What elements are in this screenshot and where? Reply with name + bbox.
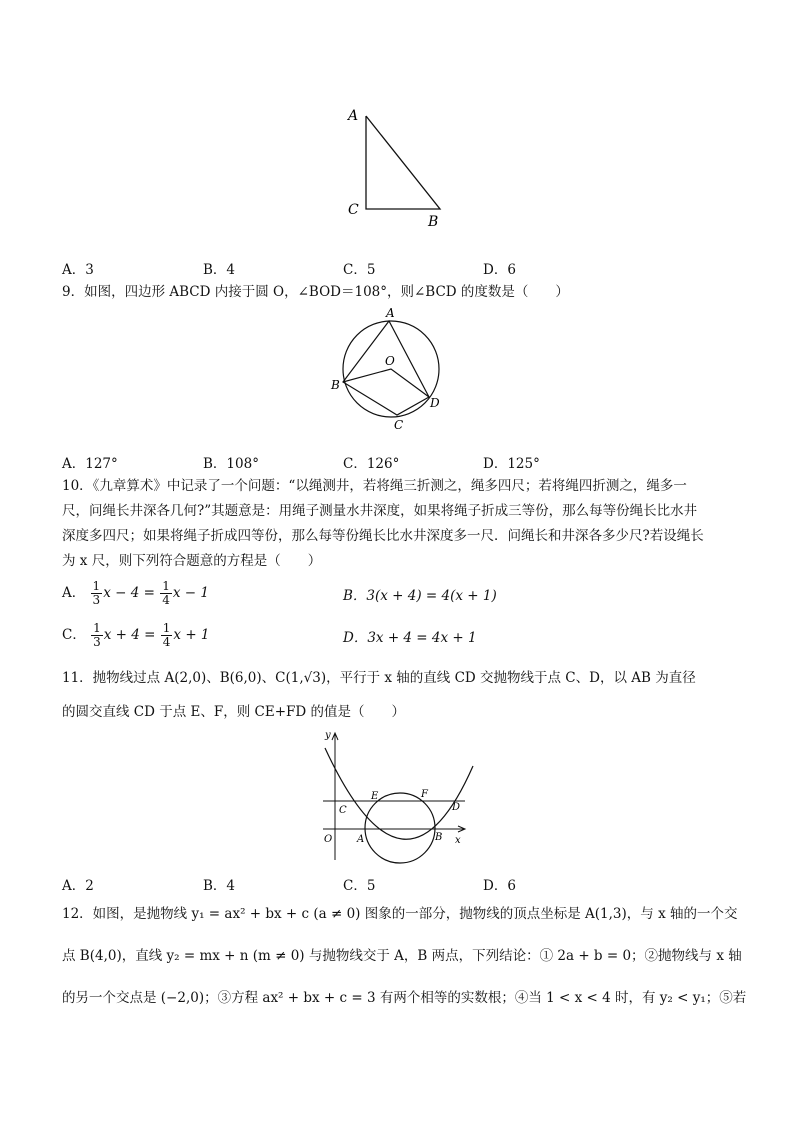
frac-den: 3 [93,635,101,649]
q9-option-a: A．127° [62,456,118,472]
q10-option-a [62,578,209,608]
q12-line-3: 的另一个交点是 (−2,0)；③方程 ax² + bx + c = 3 有两个相等的实数根；④当 1 < x < 4 时，有 y₂ < y₁；⑤若 [62,990,747,1006]
fraction-one-third [91,622,103,649]
q10-option-a-label: A． [62,585,86,601]
axis-label-y: y [325,730,331,741]
q10-option-a-end: x − 1 [172,585,209,601]
frac-num: 1 [92,579,101,593]
circle-label-o: O [385,354,395,368]
q10-option-c-end: x + 1 [173,627,210,643]
frac-num: 1 [93,621,101,635]
q8-option-b: B．4 [203,262,236,278]
circle-ab [365,793,435,863]
parabola-curve [325,748,473,839]
frac-num: 1 [162,579,170,593]
q10-option-b: B．3(x + 4) = 4(x + 1) [343,588,497,604]
q11-option-a: A．2 [62,878,94,894]
q10-line-2: 尺，问绳长井深各几何?”其题意是：用绳子测量水井深度，如果将绳子折成三等份，那么每等份绳长比水井 [62,503,698,519]
q10-option-c-mid: x + 4 = [103,627,156,643]
fraction-one-quarter [161,622,173,649]
triangle-shape [366,116,440,209]
q11-line-2: 的圆交直线 CD 于点 E、F，则 CE+FD 的值是（ ） [62,704,406,720]
q11-option-b: B．4 [203,878,236,894]
circle-label-a: A [386,306,395,320]
q9-option-c: C．126° [343,456,400,472]
q10-option-c-label: C． [62,627,86,643]
label-c: C [348,202,359,218]
q12-line-1: 12．如图，是抛物线 y₁ = ax² + bx + c (a ≠ 0) 图象的一部分，抛物线的顶点坐标是 A(1,3)，与 x 轴的一个交 [62,906,738,922]
q8-option-d: D．6 [483,262,516,278]
frac-den: 4 [162,635,171,649]
point-label-c: C [339,805,347,816]
q11-line-1: 11．抛物线过点 A(2,0)、B(6,0)、C(1,√3)，平行于 x 轴的直线 CD 交抛物线于点 C、D，以 AB 为直径 [62,670,696,686]
q9-option-b: B．108° [203,456,259,472]
point-label-o: O [324,834,333,845]
q10-line-3: 深度多四尺；如果将绳子折成四等份，那么每等份绳长比水井深度多一尺．问绳长和井深各多少尺?若设绳长 [62,528,704,544]
q9-option-d: D．125° [483,456,540,472]
point-label-d: D [452,802,461,813]
point-label-a: A [357,834,365,845]
q11-option-d: D．6 [483,878,516,894]
circle-label-d: D [430,396,440,410]
q9-stem: 9．如图，四边形 ABCD 内接于圆 O，∠BOD＝108°，则∠BCD 的度数是（ ） [62,284,569,300]
q8-option-a: A．3 [62,262,94,278]
q10-line-1: 10．《九章算术》中记录了一个问题：“以绳测井，若将绳三折测之，绳多四尺；若将绳四折测之，绳多一 [62,478,687,494]
fraction-one-third [91,580,103,607]
label-a: A [348,108,359,124]
q10-line-4: 为 x 尺，则下列符合题意的方程是（ ） [62,553,322,569]
frac-num: 1 [162,621,171,635]
q10-option-a-mid: x − 4 = [103,585,155,601]
axis-label-x: x [455,835,461,846]
circle-figure [325,303,455,435]
label-b: B [428,214,439,230]
fraction-one-quarter [160,580,172,607]
point-label-f: F [421,789,428,800]
q8-option-c: C．5 [343,262,376,278]
point-label-b: B [435,832,443,843]
triangle-figure [330,100,460,235]
point-label-e: E [371,791,379,802]
parabola-circle-figure [315,726,480,866]
circle-label-b: B [331,378,340,392]
q11-option-c: C．5 [343,878,376,894]
frac-den: 4 [162,593,170,607]
q12-line-2: 点 B(4,0)，直线 y₂ = mx + n (m ≠ 0) 与抛物线交于 A，B 两点，下列结论：① 2a + b = 0；②抛物线与 x 轴 [62,948,742,964]
q10-option-c [62,620,210,650]
q10-option-d: D．3x + 4 = 4x + 1 [343,630,477,646]
frac-den: 3 [92,593,101,607]
circle-label-c: C [394,418,404,432]
